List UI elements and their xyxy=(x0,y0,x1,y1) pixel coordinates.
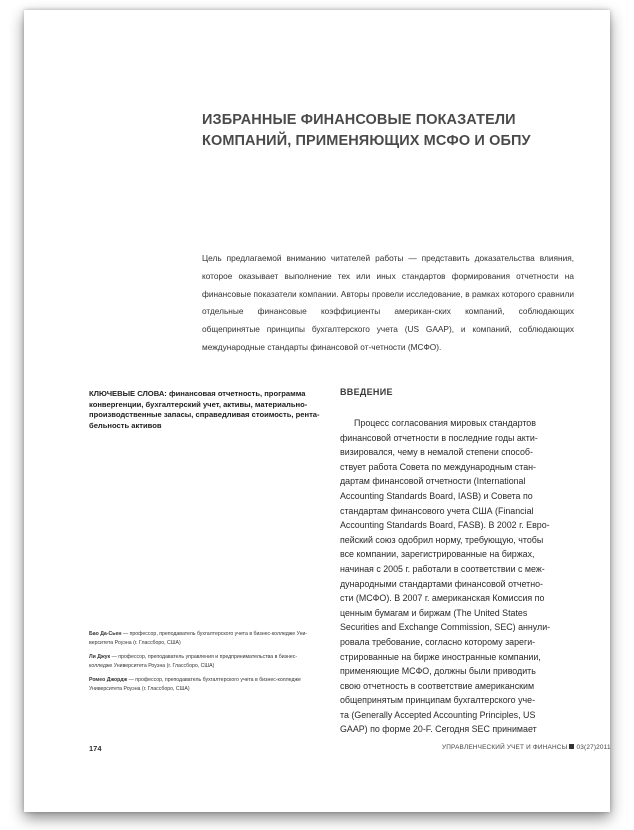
author-note xyxy=(89,653,339,672)
body-line: финансовой отчетности в последние годы акти- xyxy=(340,432,538,443)
author-affiliation: — профессор, преподаватель управления и предпринимательства в бизнес- xyxy=(110,653,298,660)
author-name: Бао Да-Сьен xyxy=(89,631,122,637)
section-heading: ВВЕДЕНИЕ xyxy=(340,387,393,397)
square-separator-icon xyxy=(569,744,574,749)
body-line: применяющие МСФО, должны были приводить xyxy=(340,666,536,677)
body-line: та (Generally Accepted Accounting Principles, US xyxy=(340,709,536,720)
author-name: Ли Джук xyxy=(89,653,111,660)
body-line: все компании, зарегистрированные на биржах, xyxy=(340,549,535,560)
body-line: сти (МСФО). В 2007 г. американская Комиссия по xyxy=(340,593,545,604)
body-line: свою отчетность в соответствие американским xyxy=(340,680,535,691)
body-line: пейский союз одобрил норму, требующую, чтобы xyxy=(340,534,544,545)
body-line: дартам финансовой отчетности (International xyxy=(340,476,526,487)
author-affiliation: — профессор, преподаватель бухгалтерского учета в бизнес-колледже xyxy=(127,676,301,683)
author-affiliation: — профессор, преподаватель бухгалтерского учета в бизнес-колледже Уни- xyxy=(121,631,308,637)
author-note xyxy=(89,676,339,695)
keywords-line: конвергенции, бухгалтерский учет, активы, материально- xyxy=(89,399,308,409)
author-affiliation: верситета Роуэна (г. Глассборо, США) xyxy=(89,640,181,647)
body-line: ствует работа Совета по международным стан- xyxy=(340,461,536,472)
abstract: Цель предлагаемой вниманию читателей работы — представить доказательства влияния, которое оказывает выполнение тех или иных стандартов формирования отчетности на финансовые показатели компании. Авторы провели исследование, в рамках которого сравнили отдельные финансовые коэффициенты американ-ских компаний, соблюдающих общепринятые принципы бухгалтерского учета (US GAAP), и компаний, соблюдающих международные стандарты финансовой от-четности (МСФО). xyxy=(202,253,574,352)
article-title xyxy=(202,110,592,152)
body-line: Процесс согласования мировых стандартов xyxy=(354,418,536,428)
keywords-line: бельность активов xyxy=(89,420,162,430)
journal-page xyxy=(24,10,610,812)
journal-name: УПРАВЛЕНЧЕСКИЙ УЧЕТ И ФИНАНСЫ xyxy=(442,744,568,751)
body-line: Securities and Exchange Commission, SEC) аннули- xyxy=(340,622,551,633)
body-line: ровала требование, согласно которому зареги- xyxy=(340,636,536,647)
body-line: ценным бумагам и биржам (The United States xyxy=(340,607,528,618)
body-line: GAAP) по форме 20-F. Сегодня SEC принимает xyxy=(340,724,537,735)
author-note xyxy=(89,630,339,649)
keywords xyxy=(89,389,329,431)
author-name: Ромео Джордж xyxy=(89,676,128,683)
author-affiliation: Университета Роуэна (г. Глассборо, США) xyxy=(89,686,190,693)
keywords-line: производственные запасы, справедливая стоимость, рента- xyxy=(89,410,320,420)
body-line: стандартам финансового учета США (Financial xyxy=(340,505,534,516)
title-line-1: ИЗБРАННЫЕ ФИНАНСОВЫЕ ПОКАЗАТЕЛИ xyxy=(202,112,516,128)
body-line: общепринятым принципам бухгалтерского уче- xyxy=(340,695,536,706)
body-text xyxy=(340,416,590,737)
body-line: дународными стандартами финансовой отчетно- xyxy=(340,578,544,589)
journal-footer xyxy=(442,744,611,751)
body-line: Accounting Standards Board, FASB). В 2002 г. Евро- xyxy=(340,520,550,531)
author-notes xyxy=(89,630,339,698)
body-line: начиная с 2005 г. работали в соответствии с меж- xyxy=(340,563,545,574)
page-number: 174 xyxy=(89,744,102,753)
body-line: Accounting Standards Board, IASB) и Совета по xyxy=(340,490,533,501)
title-line-2: КОМПАНИЙ, ПРИМЕНЯЮЩИХ МСФО И ОБПУ xyxy=(202,133,531,149)
author-affiliation: колледже Университета Роуэна (г. Глассборо, США) xyxy=(89,663,215,670)
journal-issue: 03(27)2011 xyxy=(576,744,611,751)
body-line: стрированные на бирже иностранные компании, xyxy=(340,651,541,662)
keywords-line: КЛЮЧЕВЫЕ СЛОВА: финансовая отчетность, программа xyxy=(89,389,306,398)
body-line: визировался, чему в немалой степени способ- xyxy=(340,447,533,458)
